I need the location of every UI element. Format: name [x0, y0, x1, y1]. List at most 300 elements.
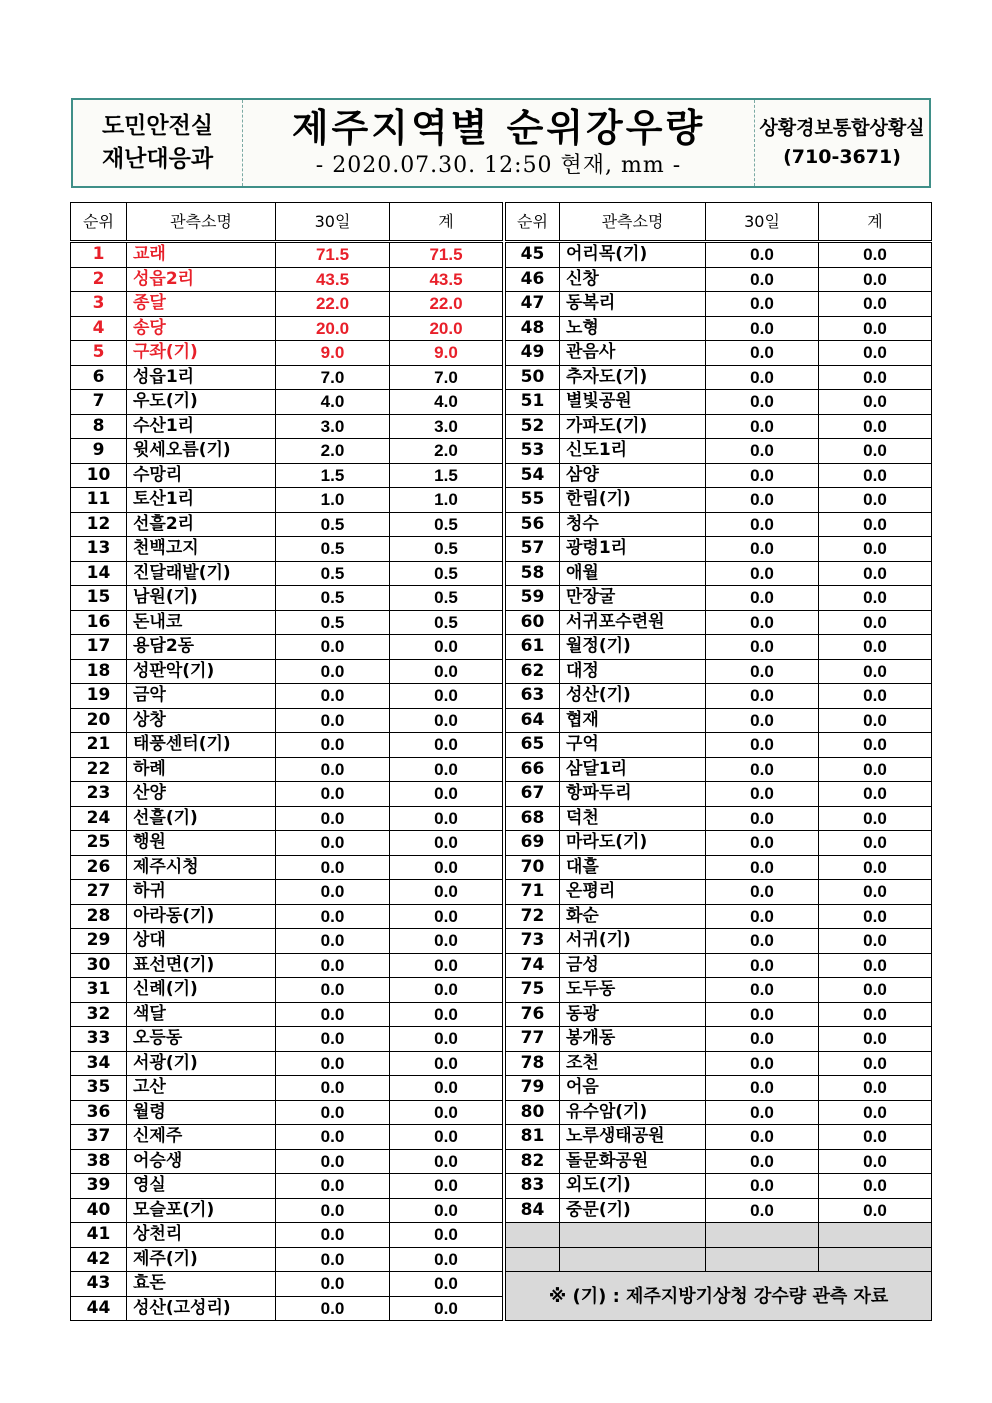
rain-total-cell: 0.0: [390, 1247, 503, 1272]
rank-cell: 78: [506, 1051, 560, 1076]
table-row: [506, 463, 932, 488]
rain-total-cell: 1.5: [390, 463, 503, 488]
station-name-cell: 돌문화공원: [560, 1149, 706, 1174]
station-name-cell: 하귀: [127, 880, 276, 905]
rank-cell: 46: [506, 267, 560, 292]
rank-cell: 27: [71, 880, 127, 905]
rank-cell: 54: [506, 463, 560, 488]
blank-cell: [506, 1223, 560, 1248]
station-name-cell: 서귀(기): [560, 929, 706, 954]
table-row: [506, 242, 932, 268]
station-name-cell: 송당: [127, 316, 276, 341]
station-name-cell: 조천: [560, 1051, 706, 1076]
rain-30day-cell: 0.0: [276, 708, 390, 733]
rank-cell: 42: [71, 1247, 127, 1272]
rank-cell: 5: [71, 341, 127, 366]
rain-total-cell: 0.5: [390, 586, 503, 611]
rain-total-cell: 0.0: [819, 782, 932, 807]
blank-cell: [706, 1247, 819, 1272]
station-name-cell: 어리목(기): [560, 242, 706, 268]
table-row: [71, 316, 503, 341]
rain-total-cell: 0.0: [819, 1174, 932, 1199]
rain-total-cell: 0.0: [819, 855, 932, 880]
table-row: [506, 341, 932, 366]
table-row: [506, 953, 932, 978]
rain-total-cell: 0.0: [819, 904, 932, 929]
table-row: [506, 439, 932, 464]
rain-total-cell: 0.0: [819, 439, 932, 464]
rain-total-cell: 3.0: [390, 414, 503, 439]
rain-30day-cell: 0.0: [276, 1100, 390, 1125]
station-name-cell: 도두동: [560, 978, 706, 1003]
station-name-cell: 금악: [127, 684, 276, 709]
rain-30day-cell: 0.0: [706, 463, 819, 488]
rank-cell: 33: [71, 1027, 127, 1052]
rank-cell: 76: [506, 1002, 560, 1027]
rain-total-cell: 0.0: [390, 1125, 503, 1150]
table-row: [71, 659, 503, 684]
station-name-cell: 어음: [560, 1076, 706, 1101]
table-row: [506, 365, 932, 390]
station-name-cell: 교래: [127, 242, 276, 268]
table-row: [71, 1247, 503, 1272]
station-name-cell: 용담2동: [127, 635, 276, 660]
rain-total-cell: 0.0: [819, 1198, 932, 1223]
station-name-cell: 오등동: [127, 1027, 276, 1052]
station-name-cell: 윗세오름(기): [127, 439, 276, 464]
table-row: [506, 1100, 932, 1125]
rain-30day-cell: 0.5: [276, 537, 390, 562]
rain-30day-cell: 0.5: [276, 512, 390, 537]
rank-cell: 35: [71, 1076, 127, 1101]
rain-30day-cell: 7.0: [276, 365, 390, 390]
rank-cell: 37: [71, 1125, 127, 1150]
rain-30day-cell: 3.0: [276, 414, 390, 439]
rain-30day-cell: 0.0: [706, 659, 819, 684]
station-name-cell: 구좌(기): [127, 341, 276, 366]
station-name-cell: 성판악(기): [127, 659, 276, 684]
table-row: [506, 708, 932, 733]
rank-cell: 40: [71, 1198, 127, 1223]
station-name-cell: 우도(기): [127, 390, 276, 415]
station-name-cell: 대정: [560, 659, 706, 684]
table-row: [506, 684, 932, 709]
rain-30day-cell: 0.0: [706, 782, 819, 807]
rank-cell: 52: [506, 414, 560, 439]
rain-total-cell: 0.0: [819, 953, 932, 978]
station-name-cell: 노형: [560, 316, 706, 341]
rain-total-cell: 0.0: [390, 880, 503, 905]
rain-total-cell: 43.5: [390, 267, 503, 292]
rain-total-cell: 0.0: [819, 267, 932, 292]
blank-cell: [560, 1223, 706, 1248]
table-row: [506, 757, 932, 782]
rank-cell: 24: [71, 806, 127, 831]
rain-total-cell: 0.0: [819, 1027, 932, 1052]
rain-total-cell: 0.0: [819, 488, 932, 513]
office-name: 상황경보통합상황실: [759, 117, 925, 139]
table-row: [71, 1051, 503, 1076]
station-name-cell: 색달: [127, 1002, 276, 1027]
rain-30day-cell: 0.0: [706, 1125, 819, 1150]
table-row: [71, 488, 503, 513]
rank-cell: 81: [506, 1125, 560, 1150]
rain-30day-cell: 0.0: [706, 610, 819, 635]
station-name-cell: 별빛공원: [560, 390, 706, 415]
rain-30day-cell: 0.0: [706, 586, 819, 611]
rain-total-cell: 0.0: [819, 1076, 932, 1101]
station-name-cell: 행원: [127, 831, 276, 856]
rain-30day-cell: 0.0: [706, 439, 819, 464]
rain-total-cell: 0.0: [390, 1223, 503, 1248]
rank-cell: 80: [506, 1100, 560, 1125]
rank-cell: 71: [506, 880, 560, 905]
rain-total-cell: 0.0: [390, 733, 503, 758]
rank-cell: 25: [71, 831, 127, 856]
station-name-cell: 봉개동: [560, 1027, 706, 1052]
department-line-1: 도민안전실: [101, 113, 214, 139]
rain-30day-cell: 0.0: [276, 684, 390, 709]
rain-30day-cell: 0.0: [706, 806, 819, 831]
rain-30day-cell: 4.0: [276, 390, 390, 415]
table-row: [71, 806, 503, 831]
station-name-cell: 덕천: [560, 806, 706, 831]
station-name-cell: 화순: [560, 904, 706, 929]
table-row: [71, 904, 503, 929]
rain-30day-cell: 0.0: [706, 855, 819, 880]
rain-total-cell: 4.0: [390, 390, 503, 415]
table-header-row: [71, 203, 503, 242]
rain-total-cell: 0.0: [819, 242, 932, 268]
source-note: ※ (기) : 제주지방기상청 강수량 관측 자료: [506, 1272, 932, 1321]
page-title: 제주지역별 순위강우량: [291, 106, 706, 150]
rank-cell: 44: [71, 1296, 127, 1321]
col-rank-header: 순위: [506, 203, 560, 242]
rank-cell: 75: [506, 978, 560, 1003]
rain-total-cell: 0.0: [819, 1051, 932, 1076]
station-name-cell: 제주(기): [127, 1247, 276, 1272]
rank-cell: 29: [71, 929, 127, 954]
rain-30day-cell: 0.0: [706, 561, 819, 586]
table-row: [71, 365, 503, 390]
rank-cell: 14: [71, 561, 127, 586]
rain-total-cell: 0.0: [390, 708, 503, 733]
station-name-cell: 한림(기): [560, 488, 706, 513]
rain-total-cell: 0.0: [819, 537, 932, 562]
rank-cell: 84: [506, 1198, 560, 1223]
rank-cell: 13: [71, 537, 127, 562]
rain-30day-cell: 0.0: [276, 1051, 390, 1076]
table-row: [506, 929, 932, 954]
rain-total-cell: 0.0: [390, 659, 503, 684]
table-row: [71, 341, 503, 366]
rank-cell: 11: [71, 488, 127, 513]
rank-cell: 17: [71, 635, 127, 660]
station-name-cell: 신례(기): [127, 978, 276, 1003]
rain-total-cell: 0.0: [819, 341, 932, 366]
station-name-cell: 노루생태공원: [560, 1125, 706, 1150]
table-row: [71, 292, 503, 317]
rain-30day-cell: 0.0: [706, 341, 819, 366]
rain-total-cell: 0.0: [819, 978, 932, 1003]
rank-cell: 74: [506, 953, 560, 978]
rain-30day-cell: 0.5: [276, 586, 390, 611]
rank-cell: 10: [71, 463, 127, 488]
table-row: [506, 610, 932, 635]
station-name-cell: 제주시청: [127, 855, 276, 880]
rank-cell: 45: [506, 242, 560, 268]
rain-30day-cell: 0.0: [706, 414, 819, 439]
rain-30day-cell: 0.0: [276, 1149, 390, 1174]
rain-30day-cell: 0.0: [276, 1002, 390, 1027]
rank-cell: 66: [506, 757, 560, 782]
station-name-cell: 돈내코: [127, 610, 276, 635]
rain-total-cell: 0.0: [819, 1125, 932, 1150]
rain-30day-cell: 0.0: [706, 512, 819, 537]
table-row: [506, 1002, 932, 1027]
rank-cell: 79: [506, 1076, 560, 1101]
rain-30day-cell: 0.0: [706, 242, 819, 268]
rank-cell: 32: [71, 1002, 127, 1027]
rank-cell: 15: [71, 586, 127, 611]
rain-total-cell: 2.0: [390, 439, 503, 464]
rain-total-cell: 0.0: [390, 1027, 503, 1052]
table-row: [71, 537, 503, 562]
table-row: [71, 782, 503, 807]
rank-cell: 73: [506, 929, 560, 954]
table-row: [71, 1198, 503, 1223]
station-name-cell: 모슬포(기): [127, 1198, 276, 1223]
rain-30day-cell: 0.0: [276, 880, 390, 905]
rain-total-cell: 0.0: [819, 1149, 932, 1174]
rain-30day-cell: 0.0: [706, 880, 819, 905]
rain-30day-cell: 0.0: [276, 757, 390, 782]
table-row: [71, 242, 503, 268]
rank-cell: 60: [506, 610, 560, 635]
rain-30day-cell: 0.0: [276, 831, 390, 856]
rain-30day-cell: 20.0: [276, 316, 390, 341]
note-row: [506, 1272, 932, 1321]
blank-row: [506, 1223, 932, 1248]
blank-cell: [506, 1247, 560, 1272]
station-name-cell: 청수: [560, 512, 706, 537]
table-row: [506, 488, 932, 513]
table-row: [71, 757, 503, 782]
rain-30day-cell: 71.5: [276, 242, 390, 268]
rain-total-cell: 0.0: [819, 806, 932, 831]
rain-total-cell: 0.0: [390, 782, 503, 807]
station-name-cell: 신창: [560, 267, 706, 292]
station-name-cell: 선흘2리: [127, 512, 276, 537]
table-row: [506, 659, 932, 684]
rank-cell: 62: [506, 659, 560, 684]
table-row: [71, 267, 503, 292]
rain-30day-cell: 0.0: [276, 1198, 390, 1223]
table-row: [71, 1296, 503, 1321]
station-name-cell: 하례: [127, 757, 276, 782]
station-name-cell: 마라도(기): [560, 831, 706, 856]
table-row: [71, 635, 503, 660]
station-name-cell: 진달래밭(기): [127, 561, 276, 586]
table-row: [506, 978, 932, 1003]
table-row: [506, 267, 932, 292]
rank-cell: 69: [506, 831, 560, 856]
rain-total-cell: 0.0: [390, 1296, 503, 1321]
station-name-cell: 애월: [560, 561, 706, 586]
rank-cell: 22: [71, 757, 127, 782]
rain-total-cell: 0.0: [390, 684, 503, 709]
rain-30day-cell: 0.0: [706, 929, 819, 954]
rain-30day-cell: 0.0: [706, 1051, 819, 1076]
rain-total-cell: 0.0: [390, 855, 503, 880]
rain-total-cell: 0.0: [390, 953, 503, 978]
table-row: [506, 1051, 932, 1076]
station-name-cell: 상창: [127, 708, 276, 733]
station-name-cell: 서귀포수련원: [560, 610, 706, 635]
table-row: [71, 684, 503, 709]
station-name-cell: 산양: [127, 782, 276, 807]
blank-cell: [560, 1247, 706, 1272]
station-name-cell: 온평리: [560, 880, 706, 905]
rain-total-cell: 0.0: [390, 635, 503, 660]
rank-cell: 56: [506, 512, 560, 537]
col-30day-header: 30일: [706, 203, 819, 242]
rain-total-cell: 1.0: [390, 488, 503, 513]
department-block: [73, 100, 243, 186]
rain-total-cell: 0.0: [819, 757, 932, 782]
station-name-cell: 동광: [560, 1002, 706, 1027]
rain-30day-cell: 0.0: [706, 757, 819, 782]
station-name-cell: 만장굴: [560, 586, 706, 611]
rank-cell: 31: [71, 978, 127, 1003]
table-row: [506, 414, 932, 439]
table-row: [71, 1027, 503, 1052]
rank-cell: 41: [71, 1223, 127, 1248]
rank-cell: 36: [71, 1100, 127, 1125]
rain-30day-cell: 0.0: [706, 831, 819, 856]
table-row: [71, 439, 503, 464]
rain-total-cell: 9.0: [390, 341, 503, 366]
rank-cell: 82: [506, 1149, 560, 1174]
rank-cell: 4: [71, 316, 127, 341]
rain-30day-cell: 0.0: [706, 390, 819, 415]
station-name-cell: 협재: [560, 708, 706, 733]
station-name-cell: 토산1리: [127, 488, 276, 513]
station-name-cell: 남원(기): [127, 586, 276, 611]
rain-total-cell: 0.0: [390, 1051, 503, 1076]
rain-30day-cell: 0.0: [276, 1027, 390, 1052]
rain-30day-cell: 0.0: [276, 904, 390, 929]
rain-30day-cell: 1.5: [276, 463, 390, 488]
rain-30day-cell: 0.0: [706, 267, 819, 292]
rain-total-cell: 0.0: [819, 586, 932, 611]
rain-total-cell: 0.0: [819, 733, 932, 758]
table-row: [71, 880, 503, 905]
table-row: [71, 733, 503, 758]
table-row: [506, 855, 932, 880]
rain-30day-cell: 0.0: [706, 537, 819, 562]
table-header-row: [506, 203, 932, 242]
rain-total-cell: 0.0: [819, 635, 932, 660]
rain-30day-cell: 0.0: [276, 978, 390, 1003]
rank-cell: 64: [506, 708, 560, 733]
rain-total-cell: 0.0: [390, 1076, 503, 1101]
rain-30day-cell: 0.0: [706, 316, 819, 341]
rank-cell: 68: [506, 806, 560, 831]
rank-cell: 7: [71, 390, 127, 415]
rain-30day-cell: 0.0: [706, 708, 819, 733]
rain-total-cell: 0.0: [819, 831, 932, 856]
rank-cell: 59: [506, 586, 560, 611]
rain-30day-cell: 0.0: [276, 1272, 390, 1297]
table-row: [506, 1174, 932, 1199]
table-body-right: [506, 242, 932, 1223]
rank-cell: 39: [71, 1174, 127, 1199]
rain-total-cell: 0.0: [390, 1272, 503, 1297]
rank-cell: 50: [506, 365, 560, 390]
table-row: [71, 831, 503, 856]
department-line-2: 재난대응과: [101, 146, 214, 172]
rain-total-cell: 0.0: [819, 1100, 932, 1125]
rain-30day-cell: 0.0: [276, 782, 390, 807]
table-row: [506, 635, 932, 660]
rain-30day-cell: 0.0: [706, 365, 819, 390]
station-name-cell: 수산1리: [127, 414, 276, 439]
rain-30day-cell: 0.0: [706, 904, 819, 929]
rain-30day-cell: 0.0: [706, 635, 819, 660]
blank-cell: [706, 1223, 819, 1248]
rain-30day-cell: 0.0: [706, 1076, 819, 1101]
rain-30day-cell: 0.0: [276, 1076, 390, 1101]
rank-cell: 63: [506, 684, 560, 709]
rain-30day-cell: 0.0: [276, 855, 390, 880]
station-name-cell: 종달: [127, 292, 276, 317]
rank-cell: 9: [71, 439, 127, 464]
station-name-cell: 성읍1리: [127, 365, 276, 390]
rain-total-cell: 0.0: [819, 512, 932, 537]
station-name-cell: 아라동(기): [127, 904, 276, 929]
table-row: [71, 1002, 503, 1027]
rain-30day-cell: 0.0: [706, 733, 819, 758]
rain-30day-cell: 0.0: [276, 929, 390, 954]
rain-30day-cell: 0.0: [276, 659, 390, 684]
rain-30day-cell: 9.0: [276, 341, 390, 366]
station-name-cell: 삼양: [560, 463, 706, 488]
table-row: [71, 610, 503, 635]
table-row: [506, 512, 932, 537]
table-row: [71, 1076, 503, 1101]
rank-cell: 26: [71, 855, 127, 880]
rainfall-table-right: [505, 202, 932, 1321]
rain-total-cell: 0.0: [390, 929, 503, 954]
rank-cell: 72: [506, 904, 560, 929]
table-row: [506, 831, 932, 856]
station-name-cell: 동복리: [560, 292, 706, 317]
table-row: [71, 463, 503, 488]
rain-30day-cell: 0.0: [706, 488, 819, 513]
table-row: [71, 390, 503, 415]
station-name-cell: 수망리: [127, 463, 276, 488]
rank-cell: 8: [71, 414, 127, 439]
station-name-cell: 성읍2리: [127, 267, 276, 292]
rank-cell: 83: [506, 1174, 560, 1199]
rain-total-cell: 20.0: [390, 316, 503, 341]
rain-30day-cell: 0.0: [706, 978, 819, 1003]
table-row: [506, 904, 932, 929]
rain-30day-cell: 0.0: [706, 292, 819, 317]
station-name-cell: 월령: [127, 1100, 276, 1125]
rank-cell: 28: [71, 904, 127, 929]
